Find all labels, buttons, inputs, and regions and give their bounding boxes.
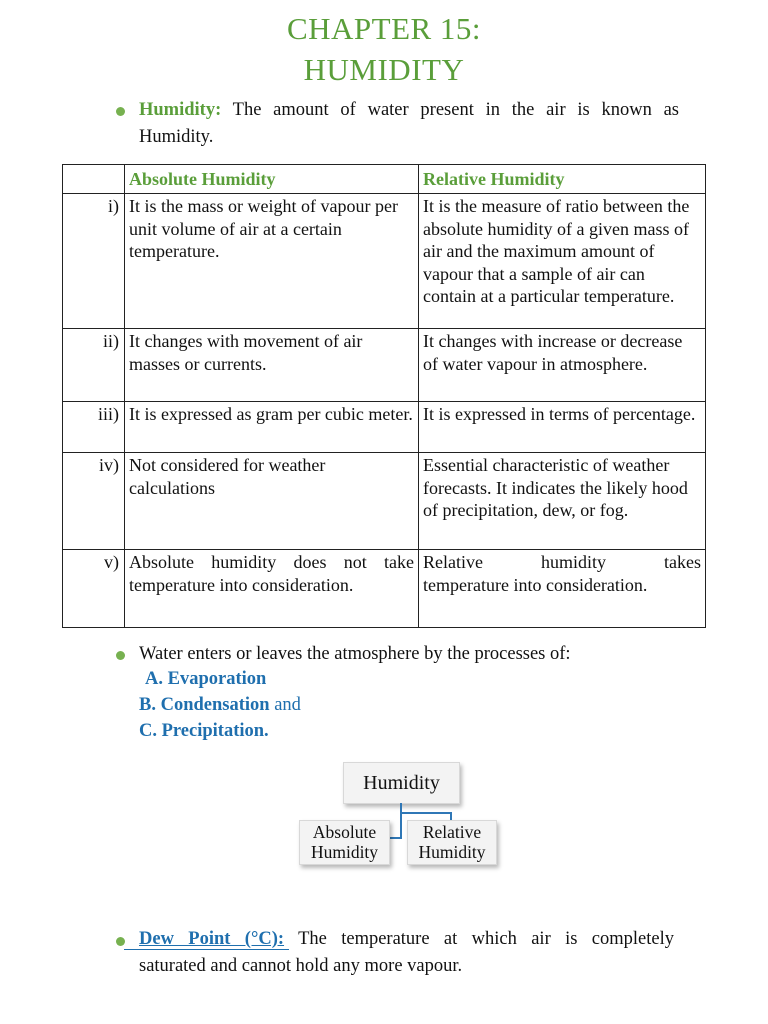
dew-point-definition (139, 926, 674, 980)
table-header-absolute: Absolute Humidity (125, 165, 419, 194)
table-row (63, 329, 706, 402)
diagram-connector (400, 812, 452, 814)
diagram-child-relative-line1: Relative (422, 822, 482, 842)
relative-cell: It changes with increase or decrease of water vapour in atmosphere. (419, 329, 706, 402)
table-row (63, 453, 706, 550)
diagram-child-relative-line2: Humidity (418, 842, 486, 862)
diagram-root-label: Humidity (363, 772, 440, 794)
row-number: iii) (63, 402, 125, 453)
process-precipitation: C. Precipitation. (139, 721, 269, 741)
diagram-child-absolute-line1: Absolute (312, 822, 377, 842)
diagram-child-absolute-box (299, 820, 390, 865)
definition-text-line1: The amount of water present in the air is known as (232, 100, 679, 120)
process-evaporation: A. Evaporation (145, 669, 267, 689)
table-header-row (63, 165, 706, 194)
table-row (63, 550, 706, 628)
definition-term: Humidity: (139, 100, 222, 120)
row-number: i) (63, 194, 125, 329)
absolute-cell: It is the mass or weight of vapour per unit volume of air at a certain temperature. (125, 194, 419, 329)
humidity-comparison-table (62, 164, 706, 628)
process-condensation (139, 692, 301, 719)
absolute-cell: Not considered for weather calculations (125, 453, 419, 550)
absolute-cell-line1: Absolute humidity does not take (129, 552, 414, 572)
table-row (63, 194, 706, 329)
chapter-title: CHAPTER 15: (286, 11, 482, 46)
dew-point-text-line2: saturated and cannot hold any more vapour. (139, 956, 463, 976)
diagram-connector (389, 837, 402, 839)
table-header-relative: Relative Humidity (419, 165, 706, 194)
relative-cell: Essential characteristic of weather forecasts. It indicates the likely hood of precipitation, dew, or fog. (419, 453, 706, 550)
bullet-icon (116, 937, 125, 946)
relative-cell (419, 550, 706, 628)
relative-cell: It is the measure of ratio between the absolute humidity of a given mass of air and the maximum amount of vapour that a sample of air can contain at a particular temperature. (419, 194, 706, 329)
diagram-connector (450, 812, 452, 820)
absolute-cell: It is expressed as gram per cubic meter. (125, 402, 419, 453)
dew-point-term: Dew Point (°C): (139, 929, 285, 949)
bullet-icon (116, 107, 125, 116)
absolute-cell-line2: temperature into consideration. (129, 574, 354, 595)
dew-point-text-line1: The temperature at which air is completely (298, 929, 674, 949)
definition-text-line2: Humidity. (139, 127, 214, 147)
row-number: iv) (63, 453, 125, 550)
diagram-root-box (343, 762, 460, 804)
diagram-connector (400, 812, 402, 839)
table-header-blank (63, 165, 125, 194)
diagram-child-relative-box (407, 820, 497, 865)
table-row (63, 402, 706, 453)
absolute-cell (125, 550, 419, 628)
bullet-icon (116, 651, 125, 660)
row-number: ii) (63, 329, 125, 402)
process-condensation-label: B. Condensation (139, 695, 270, 715)
humidity-definition (139, 97, 679, 151)
relative-cell: It is expressed in terms of percentage. (419, 402, 706, 453)
process-condensation-suffix: and (269, 695, 301, 715)
row-number: v) (63, 550, 125, 628)
diagram-child-absolute-line2: Humidity (310, 842, 379, 862)
absolute-cell: It changes with movement of air masses or currents. (125, 329, 419, 402)
relative-cell-line2: temperature into consideration. (423, 574, 648, 595)
chapter-subtitle: HUMIDITY (303, 52, 465, 87)
processes-intro: Water enters or leaves the atmosphere by the processes of: (139, 644, 571, 664)
relative-cell-line1: Relative humidity takes (423, 552, 701, 572)
